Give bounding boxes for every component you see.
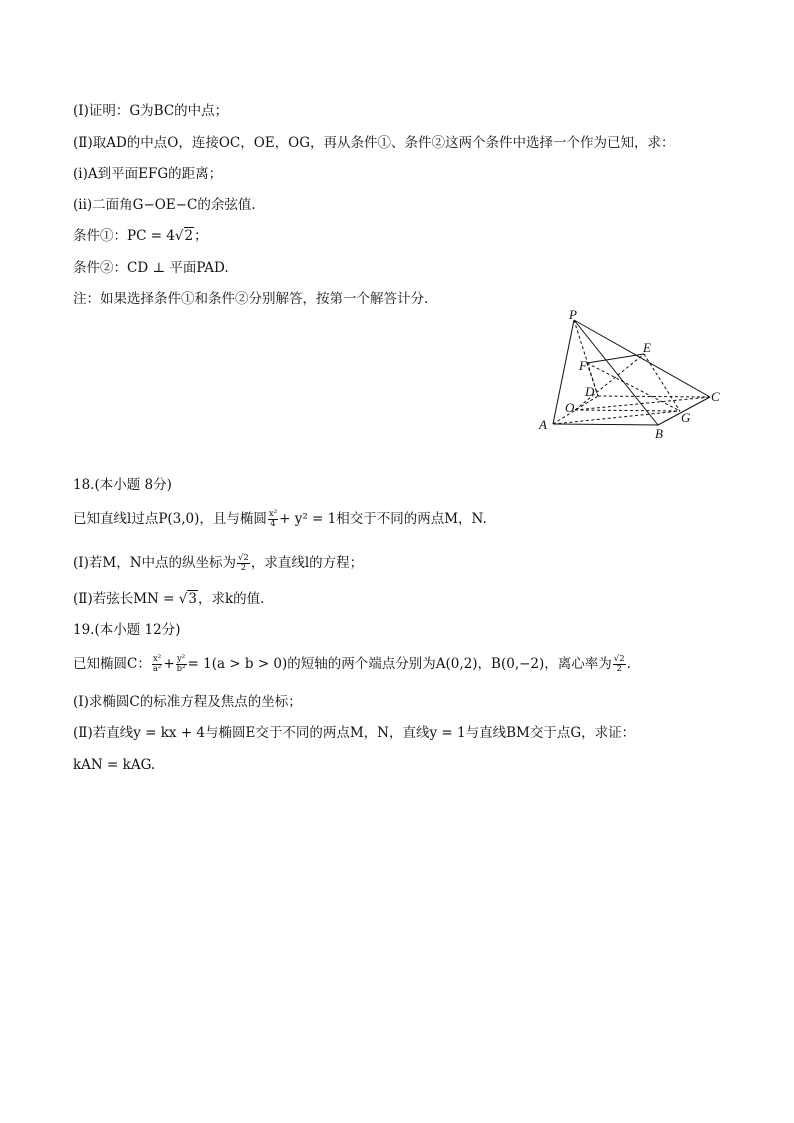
q19-heading: 19.(本小题 12分) — [73, 622, 181, 638]
q19-ecc-num: √2 — [613, 654, 625, 664]
edge-AB — [553, 424, 658, 425]
condition-1 — [73, 227, 208, 245]
q18-part2-a: (Ⅱ)若弦长MN = — [73, 591, 179, 607]
q18-part1-b: ，求直线l的方程； — [250, 555, 364, 571]
label-A: A — [539, 417, 547, 432]
label-G: G — [681, 410, 691, 425]
q18-part2-b: ，求k的值. — [197, 591, 265, 607]
q18-stem-b: + y² = 1相交于不同的两点M，N. — [279, 511, 487, 527]
label-B: B — [655, 426, 663, 441]
q18-part1-num: √2 — [238, 553, 249, 563]
q19-ecc-den: 2 — [616, 664, 622, 674]
label-O: O — [565, 400, 575, 415]
q19-frac2 — [176, 655, 187, 674]
q18-part1-a: (Ⅰ)若M，N中点的纵坐标为 — [73, 555, 237, 571]
q19-ecc-fraction — [613, 655, 626, 674]
label-D: D — [585, 384, 595, 399]
condition-2: 条件②：CD ⊥ 平面PAD. — [73, 260, 229, 276]
condition-1-suffix: ； — [194, 228, 208, 244]
q18-part2 — [73, 590, 264, 608]
pyramid-figure — [530, 308, 730, 444]
label-P: P — [569, 308, 577, 322]
edge-DC — [598, 396, 710, 397]
q19-part1: (Ⅰ)求椭圆C的标准方程及焦点的坐标； — [73, 694, 302, 710]
edge-FG — [587, 363, 680, 411]
q19-frac1-num: x² — [152, 654, 162, 664]
q18-frac-num: x² — [268, 509, 278, 519]
q18-frac-den: 4 — [270, 519, 276, 529]
q18-stem — [73, 510, 487, 529]
q17-part1: (Ⅰ)证明：G为BC的中点； — [73, 103, 229, 119]
q18-part1 — [73, 554, 363, 573]
label-C: C — [711, 389, 720, 404]
sqrt-symbol: √3 — [178, 591, 197, 607]
q19-frac1 — [152, 655, 162, 674]
q19-stem — [73, 655, 631, 674]
q18-part2-root: 3 — [188, 591, 197, 607]
q19-plus: + — [163, 656, 175, 672]
q19-frac1-den: a² — [152, 664, 162, 674]
q19-frac2-den: b² — [176, 664, 186, 674]
q19-conclusion: kAN = kAG. — [73, 757, 156, 773]
sqrt-symbol: √2 — [174, 228, 194, 244]
q18-part1-fraction — [237, 554, 250, 573]
q19-frac2-num: y² — [176, 654, 186, 664]
q19-stem-c: . — [626, 656, 631, 672]
q18-stem-a: 已知直线l过点P(3,0)，且与椭圆 — [73, 511, 267, 527]
q18-part1-den: 2 — [240, 563, 247, 573]
label-F: F — [579, 358, 587, 373]
q17-part2-ii: (ii)二面角G−OE−C的余弦值. — [73, 197, 256, 213]
q17-part2: (Ⅱ)取AD的中点O，连接OC，OE，OG，再从条件①、条件②这两个条件中选择一个作为已知，求： — [73, 135, 675, 151]
q17-part2-i: (i)A到平面EFG的距离； — [73, 166, 223, 182]
q19-stem-b: = 1(a > b > 0)的短轴的两个端点分别为A(0,2)，B(0,−2)，离心率为 — [187, 656, 612, 672]
condition-1-root: 2 — [184, 228, 194, 244]
label-E: E — [643, 340, 651, 355]
edge-OG — [575, 410, 680, 411]
edge-FE — [587, 354, 644, 363]
scoring-note: 注：如果选择条件①和条件②分别解答，按第一个解答计分. — [73, 291, 429, 307]
q18-heading: 18.(本小题 8分) — [73, 477, 172, 493]
q19-stem-a: 已知椭圆C： — [73, 656, 151, 672]
q18-fraction — [268, 510, 278, 529]
condition-1-prefix: 条件①：PC = 4 — [73, 228, 175, 244]
q19-part2: (Ⅱ)若直线y = kx + 4与椭圆E交于不同的两点M，N，直线y = 1与直线BM交于点G，求证： — [73, 725, 636, 741]
